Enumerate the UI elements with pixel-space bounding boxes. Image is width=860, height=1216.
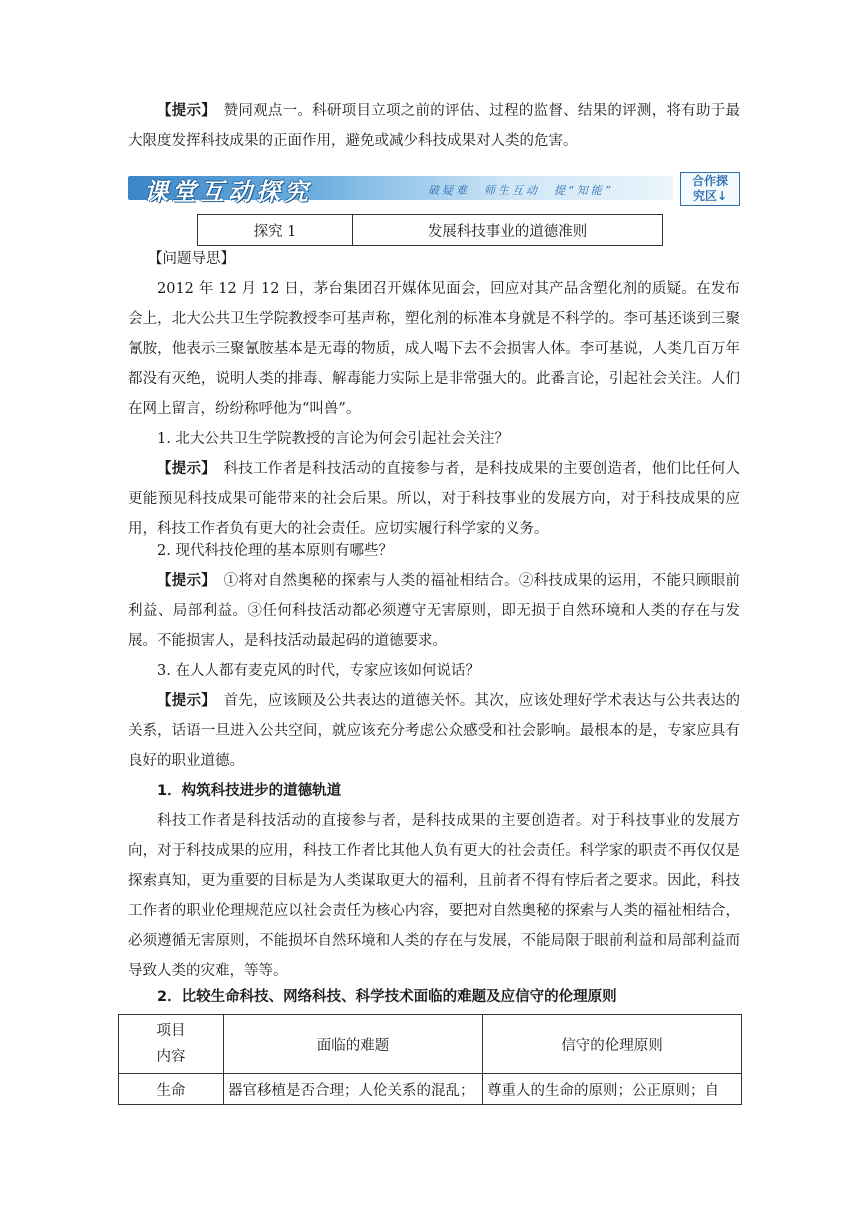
answer-1-text: 科技工作者是科技活动的直接参与者，是科技成果的主要创造者，他们比任何人更能预见科技成果可能带来的社会后果。所以，对于科技事业的发展方向，对于科技成果的应用，科技工作者负有更大的社会责任。应切实履行科学家的义务。 <box>128 461 741 537</box>
problem-guide-heading: 【问题导思】 <box>148 251 235 267</box>
row-category: 生命 <box>119 1074 224 1105</box>
banner-title: 课堂互动探究 <box>144 178 312 206</box>
hint-text: 赞同观点一。科研项目立项之前的评估、过程的监督、结果的评测，将有助于最大限度发挥科技成果的正面作用，避免或减少科技成果对人类的危害。 <box>128 103 741 149</box>
banner-badge <box>680 172 740 206</box>
header-principles: 信守的伦理原则 <box>483 1015 742 1074</box>
question-2: 2. 现代科技伦理的基本原则有哪些？ <box>157 543 393 559</box>
answer-2 <box>128 566 740 656</box>
hint-label: 【提示】 <box>157 572 209 589</box>
answer-1 <box>128 454 740 544</box>
question-1: 1. 北大公共卫生学院教授的言论为何会引起社会关注？ <box>157 431 509 447</box>
case-paragraph: 2012 年 12 月 12 日，茅台集团召开媒体见面会，回应对其产品含塑化剂的质疑。在发布会上，北大公共卫生学院教授李可基声称，塑化剂的标准本身就是不科学的。李可基还谈到三聚氰胺，他表示三聚氰胺基本是无毒的物质，成人喝下去不会损害人体。李可基说，人类几百万年都没有灭绝，说明人类的排毒、解毒能力实际上是非常强大的。此番言论，引起社会关注。人们在网上留言，纷纷称呼他为“叫兽”。 <box>128 281 740 417</box>
section-banner <box>128 172 740 206</box>
header-problems: 面临的难题 <box>224 1015 483 1074</box>
table-row <box>119 1074 742 1105</box>
row-problems: 器官移植是否合理；人伦关系的混乱； <box>224 1074 483 1105</box>
compare-table <box>118 1014 742 1105</box>
explore-number: 探究 1 <box>198 215 353 246</box>
header-corner-bottom: 内容 <box>156 1049 186 1065</box>
section-1-heading: 1．构筑科技进步的道德轨道 <box>157 783 342 799</box>
hint-label: 【提示】 <box>157 460 209 477</box>
answer-3 <box>128 686 740 776</box>
banner-badge-line2: 究区↓ <box>692 189 728 203</box>
question-3: 3. 在人人都有麦克风的时代，专家应该如何说话？ <box>157 663 480 679</box>
header-corner-cell <box>119 1015 224 1074</box>
header-corner-top: 项目 <box>156 1023 186 1039</box>
section-2-heading: 2．比较生命科技、网络科技、科学技术面临的难题及应信守的伦理原则 <box>157 989 617 1005</box>
answer-3-text: 首先，应该顾及公共表达的道德关怀。其次，应该处理好学术表达与公共表达的关系，话语一旦进入公共空间，就应该充分考虑公众感受和社会影响。最根本的是，专家应具有良好的职业道德。 <box>128 693 741 769</box>
top-hint-paragraph <box>128 96 740 156</box>
explore-table <box>197 214 663 246</box>
hint-label: 【提示】 <box>157 692 209 709</box>
banner-slogan: 破疑难 师生互动 提“知能” <box>428 184 614 197</box>
explore-topic: 发展科技事业的道德准则 <box>353 215 663 246</box>
row-principles: 尊重人的生命的原则；公正原则；自 <box>483 1074 742 1105</box>
hint-label: 【提示】 <box>157 102 209 119</box>
section-1-body: 科技工作者是科技活动的直接参与者，是科技成果的主要创造者。对于科技事业的发展方向，对于科技成果的应用，科技工作者比其他人负有更大的社会责任。科学家的职责不再仅仅是探索真知，更为重要的目标是为人类谋取更大的福利，且前者不得有悖后者之要求。因此，科技工作者的职业伦理规范应以社会责任为核心内容，要把对自然奥秘的探索与人类的福祉相结合，必须遵循无害原则，不能损坏自然环境和人类的存在与发展，不能局限于眼前利益和局部利益而导致人类的灾难，等等。 <box>128 813 740 979</box>
banner-badge-line1: 合作探 <box>691 174 728 188</box>
answer-2-text: ①将对自然奥秘的探索与人类的福祉相结合。②科技成果的运用，不能只顾眼前利益、局部利益。③任何科技活动都必须遵守无害原则，即无损于自然环境和人类的存在与发展。不能损害人，是科技活动最起码的道德要求。 <box>128 573 741 649</box>
